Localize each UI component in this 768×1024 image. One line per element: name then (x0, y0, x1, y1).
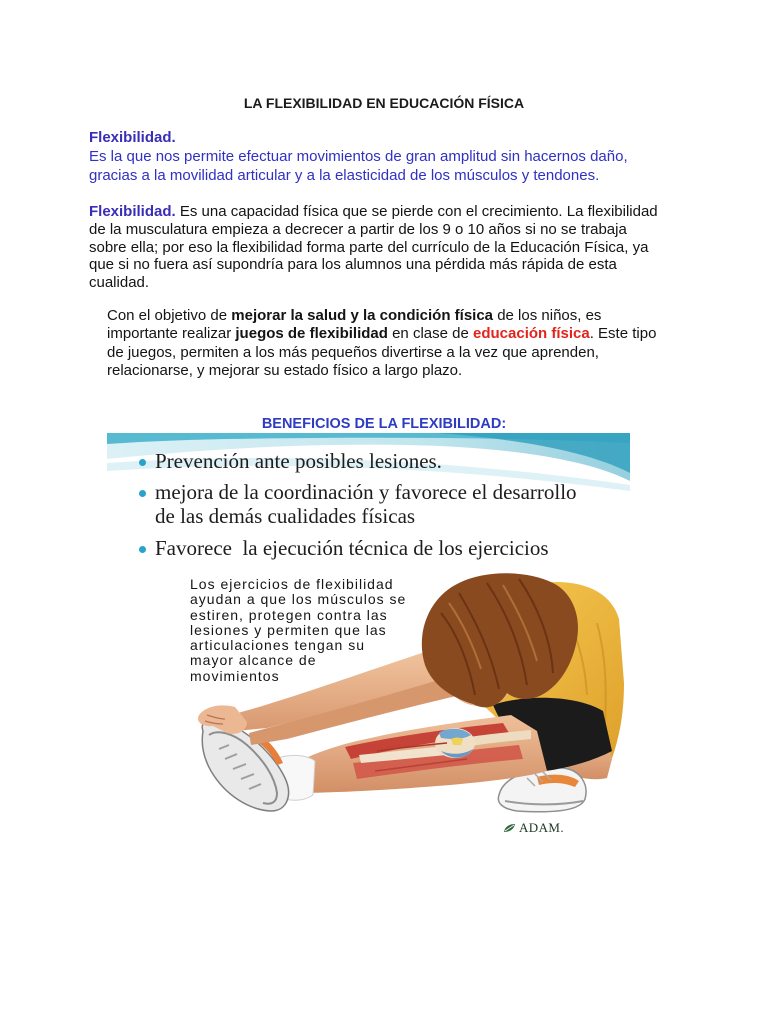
paragraph-line (107, 307, 656, 325)
bullet-dot-icon (139, 459, 146, 466)
paragraph-text: . Este tipo (589, 325, 657, 343)
caption-line: Los ejercicios de flexibilidad (190, 576, 394, 592)
paragraph-text: Con el objetivo de (107, 307, 228, 324)
adam-logo (503, 820, 564, 836)
paragraph-text: en clase de (392, 325, 469, 343)
bold-phrase: mejorar la salud y la condición física (231, 307, 494, 324)
benefit-bullet (107, 449, 630, 473)
leaf-icon (503, 822, 517, 834)
bullet-dot-icon (139, 546, 146, 553)
logo-text: ADAM. (519, 820, 564, 835)
paragraph-text: de los niños, es (497, 307, 602, 324)
definition-line: Es la que nos permite efectuar movimientos de gran amplitud sin hacernos daño, (89, 148, 628, 165)
paragraph-line: que si no fuera así supondría para los alumnos una pérdida más rápida de esta (89, 256, 617, 274)
caption-line: estiren, protegen contra las (190, 606, 388, 623)
bold-phrase: juegos de flexibilidad (235, 325, 388, 343)
caption-line: articulaciones tengan su (190, 637, 365, 654)
paragraph-text: Es una capacidad física que se pierde con el crecimiento. La flexibilidad (179, 203, 658, 220)
paragraph-line: de la musculatura empieza a decrecer a partir de los 9 o 10 años si no se trabaja (89, 220, 627, 238)
benefits-heading: BENEFICIOS DE LA FLEXIBILIDAD: (261, 416, 507, 432)
bullet-text: de las demás cualidades físicas (155, 504, 416, 528)
benefit-bullet (107, 480, 630, 528)
paragraph-line: relacionarse, y mejorar su estado físico a largo plazo. (107, 362, 463, 380)
benefit-bullet (107, 536, 630, 560)
definition-block (89, 128, 628, 185)
page-title: LA FLEXIBILIDAD EN EDUCACIÓN FÍSICA (243, 95, 525, 111)
paragraph-line: de juegos, permiten a los más pequeños divertirse a la vez que aprenden, (107, 343, 599, 361)
bullet-text: mejora de la coordinación y favorece el desarrollo (155, 480, 577, 504)
paragraph-line (89, 203, 658, 221)
figure-caption (190, 577, 406, 684)
highlighted-phrase: educación física (473, 325, 590, 343)
paragraph-line: sobre ella; por eso la flexibilidad forma parte del currículo de la Educación Física, ya (89, 238, 649, 256)
paragraph-line: cualidad. (89, 274, 150, 291)
paragraph-line (107, 325, 656, 343)
caption-line: ayudan a que los músculos se (190, 591, 407, 608)
definition-heading: Flexibilidad. (89, 129, 176, 146)
flexibility-paragraph (89, 203, 658, 292)
objective-paragraph (107, 307, 656, 380)
bullet-text: Prevención ante posibles lesiones. (155, 449, 442, 473)
definition-line: gracias a la movilidad articular y a la elasticidad de los músculos y tendones. (89, 167, 600, 184)
caption-line: lesiones y permiten que las (190, 621, 387, 638)
bullet-dot-icon (139, 490, 146, 497)
caption-line: mayor alcance de (190, 652, 317, 669)
caption-line: movimientos (190, 667, 280, 684)
paragraph-lead: Flexibilidad. (89, 203, 176, 220)
benefits-figure (107, 433, 630, 838)
paragraph-text: importante realizar (107, 325, 232, 343)
bullet-text: Favorece la ejecución técnica de los ejercicios (155, 536, 549, 560)
